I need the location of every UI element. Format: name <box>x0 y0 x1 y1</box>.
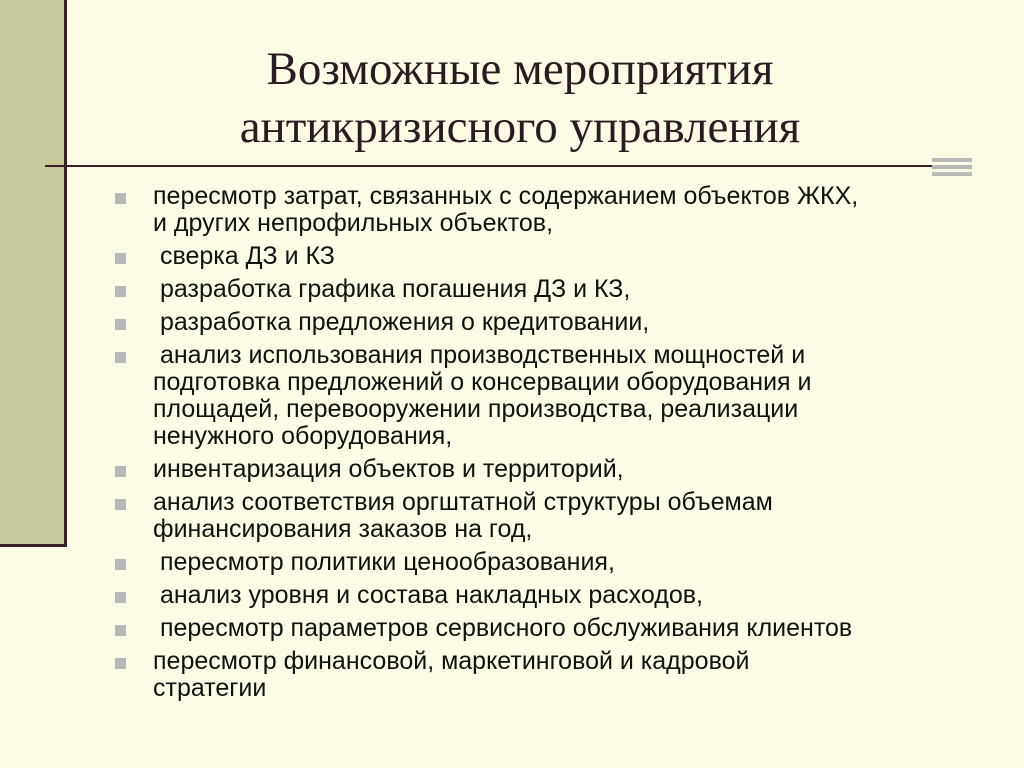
square-bullet-icon <box>115 592 126 603</box>
bullet-item <box>115 243 995 270</box>
bullet-text: сверка ДЗ и КЗ <box>153 242 335 270</box>
square-bullet-icon <box>115 286 126 297</box>
bullet-text: разработка предложения о кредитовании, <box>153 308 650 336</box>
square-bullet-icon <box>115 253 126 264</box>
bullet-item <box>115 276 995 303</box>
bullet-text: пересмотр политики ценообразования, <box>153 548 615 576</box>
square-bullet-icon <box>115 625 126 636</box>
bullet-list <box>115 183 995 708</box>
bullet-item <box>115 615 995 642</box>
left-accent-bar <box>0 0 67 546</box>
bullet-item <box>115 549 995 576</box>
bullet-item <box>115 489 995 543</box>
bullet-text: пересмотр финансовой, маркетинговой и кадровой стратегии <box>153 647 750 702</box>
square-bullet-icon <box>115 319 126 330</box>
bullet-item <box>115 183 995 237</box>
slide-title-line-2: антикризисного управления <box>239 101 801 153</box>
square-bullet-icon <box>115 352 126 363</box>
bullet-text: инвентаризация объектов и территорий, <box>153 455 624 483</box>
left-accent-bar-rule <box>0 544 67 547</box>
bullet-item <box>115 648 995 702</box>
square-bullet-icon <box>115 466 126 477</box>
slide-title-line-1: Возможные мероприятия <box>266 43 774 95</box>
square-bullet-icon <box>115 559 126 570</box>
square-bullet-icon <box>115 658 126 669</box>
bullet-text: анализ использования производственных мощностей и подготовка предложений о консервации оборудования и площадей, перевооружении производства, реализации ненужного оборудования, <box>153 341 812 450</box>
bullet-item <box>115 309 995 336</box>
bullet-item <box>115 342 995 450</box>
title-underline-accent <box>932 158 972 178</box>
bullet-text: пересмотр затрат, связанных с содержанием объектов ЖКХ, и других непрофильных объектов, <box>153 182 859 237</box>
bullet-text: анализ уровня и состава накладных расходов, <box>153 581 703 609</box>
bullet-text: разработка графика погашения ДЗ и КЗ, <box>153 275 631 303</box>
title-underline <box>45 165 970 167</box>
square-bullet-icon <box>115 499 126 510</box>
square-bullet-icon <box>115 193 126 204</box>
bullet-text: пересмотр параметров сервисного обслуживания клиентов <box>153 614 853 642</box>
slide-title <box>120 40 920 156</box>
bullet-item <box>115 582 995 609</box>
bullet-item <box>115 456 995 483</box>
bullet-text: анализ соответствия оргштатной структуры объемам финансирования заказов на год, <box>153 488 773 543</box>
